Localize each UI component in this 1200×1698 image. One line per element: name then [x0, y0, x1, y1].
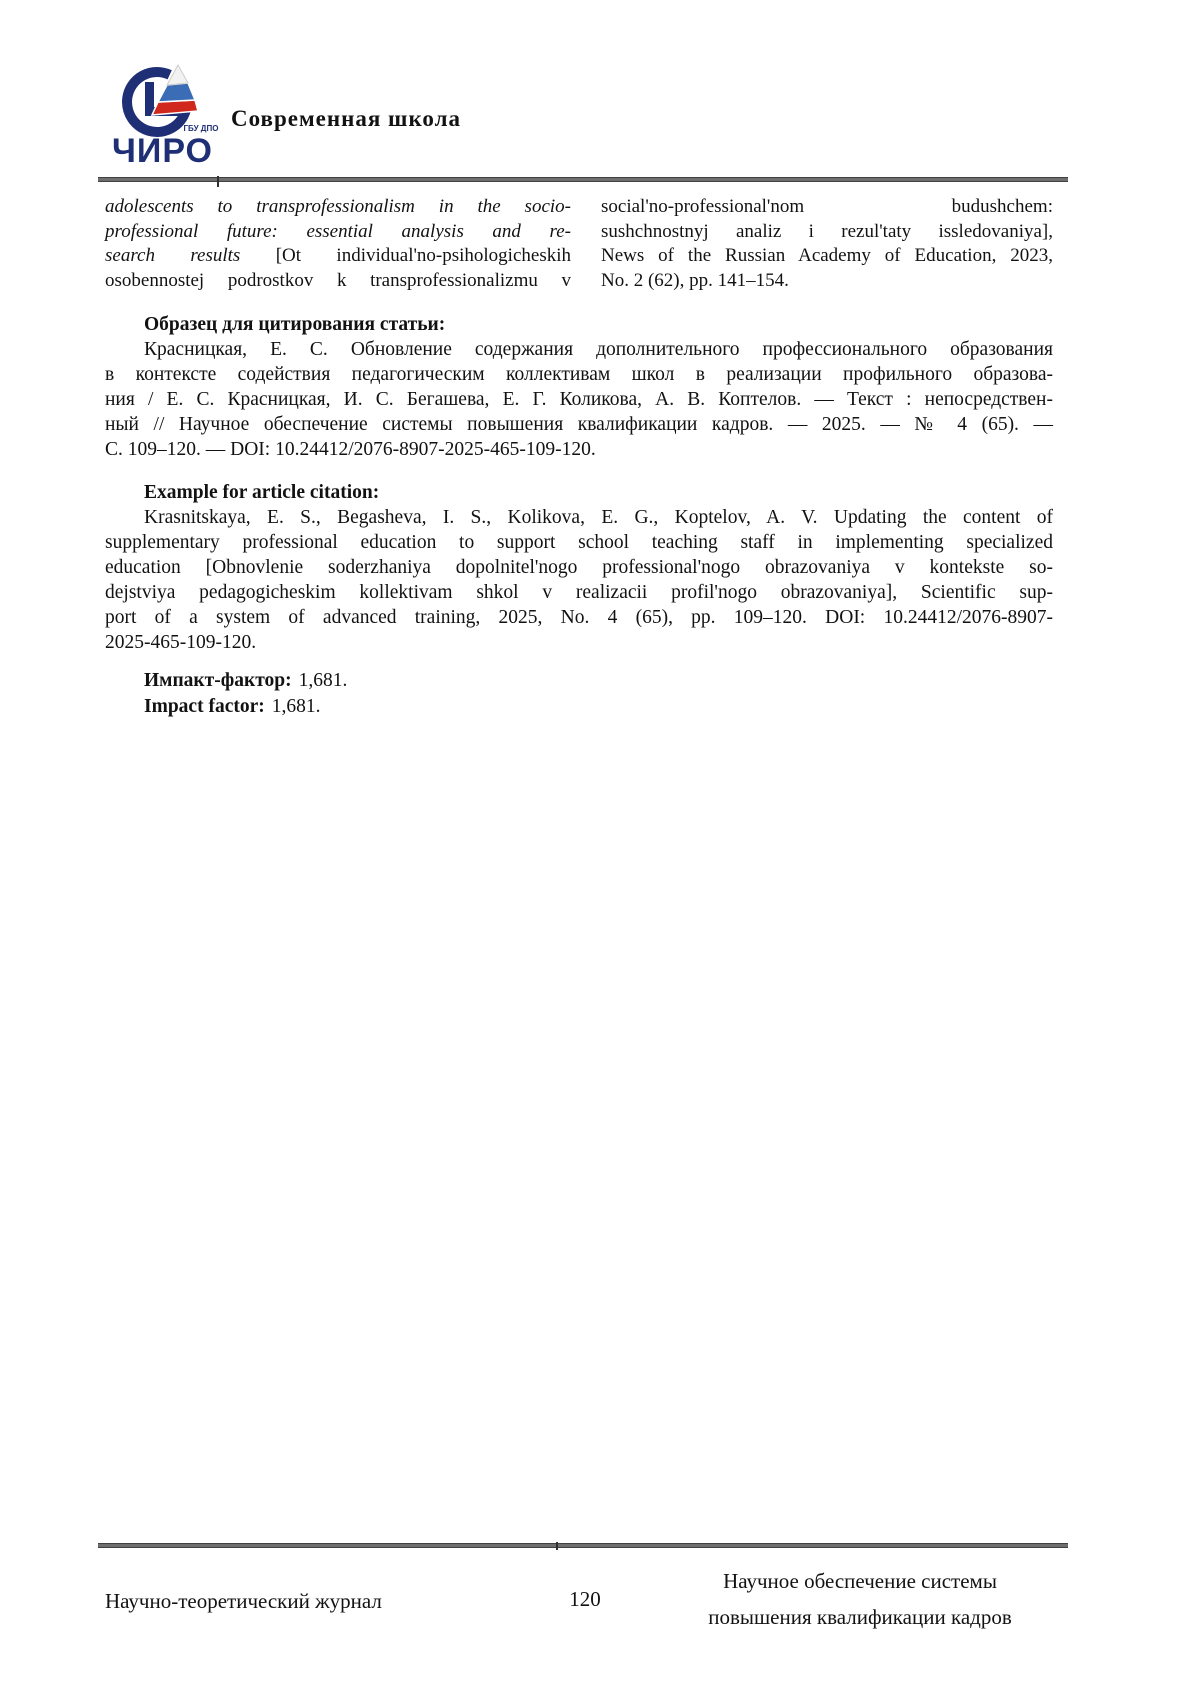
text-line: education [Obnovlenie soderzhaniya dopolnitel'nogo professional'nogo obrazovaniya v kontekste so-: [105, 557, 1053, 578]
text-line: professional future: essential analysis and re-: [105, 220, 571, 242]
impact-factor-section: [105, 668, 1053, 720]
article-reference-columns: [105, 195, 1053, 293]
text-line: No. 2 (62), pp. 141–154.: [601, 269, 789, 291]
text-line: osobennostej podrostkov k transprofessionalizmu v: [105, 269, 571, 291]
logo-mountain-blue: [158, 83, 195, 102]
text-line: sushchnostnyj analiz i rezul'taty issledovaniya],: [601, 220, 1053, 242]
chiro-logo-icon: [95, 52, 235, 174]
reference-column-left: [105, 195, 571, 293]
footer-journal-name-line1: Научное обеспечение системы: [723, 1569, 997, 1593]
text-line: supplementary professional education to support school teaching staff in implementing specialized: [105, 532, 1053, 553]
impact-factor-en: [105, 694, 1053, 720]
footer-rule: [98, 1543, 1068, 1548]
text-line: 2025-465-109-120.: [105, 632, 257, 653]
text-line: Красницкая, Е. С. Обновление содержания дополнительного профессионального образования: [144, 339, 1053, 360]
journal-header-title: Современная школа: [231, 106, 461, 131]
chiro-logo: [95, 52, 235, 174]
citation-example-en: [105, 480, 1053, 655]
impact-value-ru: 1,681.: [298, 670, 348, 691]
text-line: social'no-professional'nom budushchem:: [601, 196, 1053, 217]
footer-page-number: 120: [569, 1587, 601, 1611]
logo-org-text: ЧИРО: [112, 132, 214, 170]
text-line: News of the Russian Academy of Education, 2023,: [601, 245, 1053, 266]
text-line: ния / Е. С. Красницкая, И. С. Бегашева, Е. Г. Коликова, А. В. Коптелов. — Текст : непосредствен-: [105, 389, 1053, 410]
citation-en-heading: Example for article citation:: [144, 482, 380, 503]
reference-column-right: [601, 195, 1053, 293]
impact-value-en: 1,681.: [271, 696, 321, 717]
text-line: в контексте содействия педагогическим коллективам школ в реализации профильного образова-: [105, 364, 1053, 385]
footer-journal-name-line2: повышения квалификации кадров: [708, 1605, 1012, 1629]
footer-rule-tick: [556, 1542, 558, 1550]
text-line: adolescents to transprofessionalism in the socio-: [105, 196, 571, 217]
impact-label-ru: Импакт-фактор:: [144, 670, 292, 691]
text-line: ный // Научное обеспечение системы повышения квалификации кадров. — 2025. — № 4 (65). —: [105, 414, 1053, 435]
header-rule: [98, 177, 1068, 182]
impact-label-en: Impact factor:: [144, 696, 265, 717]
citation-ru-heading: Образец для цитирования статьи:: [144, 314, 446, 335]
footer-journal-name: [660, 1563, 1060, 1635]
text-line: search results [Ot individual'no-psihologicheskih: [105, 245, 571, 266]
footer-journal-type: Научно-теоретический журнал: [105, 1589, 382, 1613]
text-line: Krasnitskaya, E. S., Begasheva, I. S., Kolikova, E. G., Koptelov, A. V. Updating the content of: [144, 507, 1053, 528]
header-rule-tick: [217, 176, 219, 187]
citation-example-ru: [105, 312, 1053, 462]
text-line: port of a system of advanced training, 2025, No. 4 (65), pp. 109–120. DOI: 10.24412/2076-8907-: [105, 607, 1053, 628]
text-line: dejstviya pedagogicheskim kollektivam shkol v realizacii profil'nogo obrazovaniya], Scientific sup-: [105, 582, 1053, 603]
logo-mountain-white: [167, 65, 188, 85]
text-line: С. 109–120. — DOI: 10.24412/2076-8907-2025-465-109-120.: [105, 439, 596, 460]
logo-small-text: ГБУ ДПО: [183, 124, 219, 133]
impact-factor-ru: [105, 668, 1053, 694]
